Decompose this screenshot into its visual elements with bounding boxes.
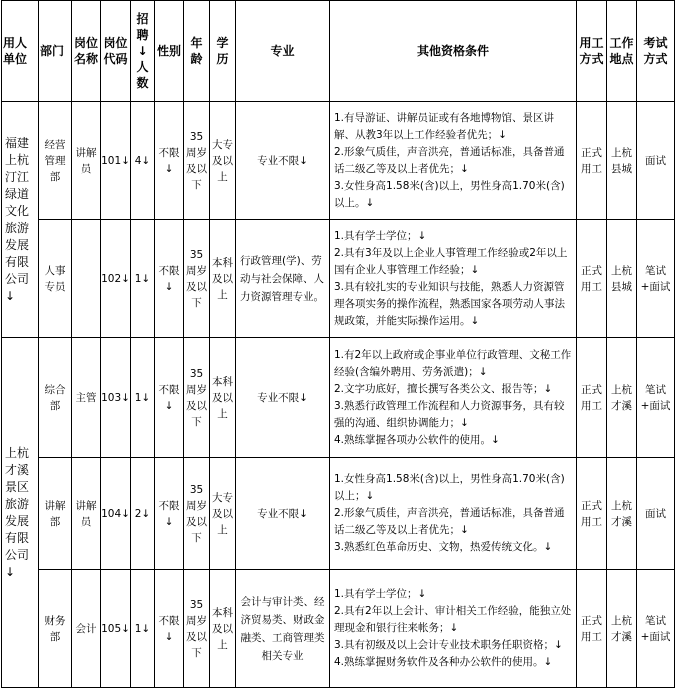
gender-cell: 不限↓	[155, 338, 184, 458]
table-row	[2, 102, 675, 220]
major-cell: 会计与审计类、经济贸易类、财政金融类、工商管理类相关专业	[236, 570, 330, 688]
exam-cell: 笔试+面试	[637, 220, 675, 338]
emp-type-cell: 正式用工	[577, 102, 607, 220]
condition-line: 3.女性身高1.58米(含)以上，男性身高1.70米(含)以上。↓	[334, 179, 565, 209]
pos-name-cell: 会计	[72, 570, 101, 688]
condition-line: 2.形象气质佳，声音洪亮，普通话标准，具备普通话二级乙等及以上者优先；↓	[334, 145, 565, 175]
pos-code-cell: 103↓	[101, 338, 131, 458]
pos-name-cell: 讲解员	[72, 458, 101, 570]
header-other: 其他资格条件	[330, 1, 577, 102]
count-cell: 1↓	[131, 220, 155, 338]
header-emp-type: 用工方式	[577, 1, 607, 102]
table-row	[2, 458, 675, 570]
location-cell: 上杭才溪	[607, 458, 637, 570]
condition-line: 2.形象气质佳，声音洪亮，普通话标准，具备普通话二级乙等及以上者优先；↓	[334, 507, 565, 536]
header-unit: 用人单位	[2, 1, 39, 102]
count-cell: 2↓	[131, 458, 155, 570]
dept-cell: 综合部	[39, 338, 72, 458]
condition-line: 3.熟悉行政管理工作流程和人力资源事务，具有较强的沟通、组织协调能力；↓	[334, 399, 565, 429]
emp-type-cell: 正式用工	[577, 570, 607, 688]
pos-name-cell	[72, 220, 101, 338]
age-cell: 35周岁及以下	[184, 220, 210, 338]
conditions-cell	[330, 570, 577, 688]
age-cell: 35周岁及以下	[184, 338, 210, 458]
pos-code-cell: 101↓	[101, 102, 131, 220]
dept-cell: 经营管理部	[39, 102, 72, 220]
table-row	[2, 570, 675, 688]
gender-cell: 不限↓	[155, 102, 184, 220]
edu-cell: 大专及以上	[210, 458, 236, 570]
unit-cell-2: 上杭才溪景区旅游发展有限公司↓	[2, 338, 39, 688]
exam-cell: 面试	[637, 458, 675, 570]
age-cell: 35周岁及以下	[184, 458, 210, 570]
header-dept: 部门	[39, 1, 72, 102]
age-cell: 35周岁及以下	[184, 102, 210, 220]
pos-code-cell: 105↓	[101, 570, 131, 688]
exam-cell: 面试	[637, 102, 675, 220]
table-row	[2, 220, 675, 338]
header-edu: 学历	[210, 1, 236, 102]
condition-line: 3.具有较扎实的专业知识与技能，熟悉人力资源管理各项实务的操作流程，熟悉国家各项劳动人事法规政策，并能实际操作运用。↓	[334, 280, 565, 327]
condition-line: 4.熟练掌握各项办公软件的使用。↓	[334, 433, 500, 446]
age-cell: 35周岁及以下	[184, 570, 210, 688]
condition-line: 1.有导游证、讲解员证或有各地博物馆、景区讲解、从教3年以上工作经验者优先；↓	[334, 111, 555, 141]
edu-cell: 大专及以上	[210, 102, 236, 220]
conditions-cell	[330, 220, 577, 338]
exam-cell: 笔试+面试	[637, 338, 675, 458]
condition-line: 1.女性身高1.58米(含)以上，男性身高1.70米(含)以上；↓	[334, 473, 565, 502]
dept-cell: 人事专员	[39, 220, 72, 338]
header-pos-code: 岗位代码	[101, 1, 131, 102]
condition-line: 2.具有3年及以上企业人事管理工作经验或2年以上国有企业人事管理工作经验；↓	[334, 246, 568, 276]
condition-line: 3.具有初级及以上会计专业技术职务任职资格；↓	[334, 639, 563, 651]
pos-code-cell: 104↓	[101, 458, 131, 570]
condition-line: 1.具有学士学位；↓	[334, 588, 427, 600]
condition-line: 1.具有学士学位；↓	[334, 229, 427, 242]
pos-code-cell: 102↓	[101, 220, 131, 338]
conditions-cell	[330, 102, 577, 220]
header-count: 招聘↓人数	[131, 1, 155, 102]
condition-line: 3.熟悉红色革命历史、文物，热爱传统文化。↓	[334, 541, 553, 553]
header-row	[2, 1, 675, 102]
major-cell: 专业不限↓	[236, 102, 330, 220]
location-cell: 上杭才溪	[607, 338, 637, 458]
recruitment-table	[1, 0, 675, 688]
gender-cell: 不限↓	[155, 458, 184, 570]
gender-cell: 不限↓	[155, 570, 184, 688]
table-row	[2, 338, 675, 458]
header-exam: 考试方式	[637, 1, 675, 102]
condition-line: 1.有2年以上政府或企事业单位行政管理、文秘工作经验(含编外聘用、劳务派遣)；↓	[334, 348, 572, 378]
header-gender: 性别	[155, 1, 184, 102]
pos-name-cell: 讲解员	[72, 102, 101, 220]
count-cell: 1↓	[131, 338, 155, 458]
major-cell: 专业不限↓	[236, 338, 330, 458]
gender-cell: 不限↓	[155, 220, 184, 338]
dept-cell: 财务部	[39, 570, 72, 688]
header-pos-name: 岗位名称	[72, 1, 101, 102]
header-major: 专业	[236, 1, 330, 102]
condition-line: 2.文字功底好，擅长撰写各类公文、报告等；↓	[334, 382, 553, 395]
major-cell: 专业不限↓	[236, 458, 330, 570]
exam-cell: 笔试+面试	[637, 570, 675, 688]
emp-type-cell: 正式用工	[577, 338, 607, 458]
edu-cell: 本科及以上	[210, 570, 236, 688]
dept-cell: 讲解部	[39, 458, 72, 570]
edu-cell: 本科及以上	[210, 220, 236, 338]
condition-line: 2.具有2年以上会计、审计相关工作经验，能独立处理现金和银行往来帐务；↓	[334, 605, 572, 634]
location-cell: 上杭县城	[607, 102, 637, 220]
pos-name-cell: 主管	[72, 338, 101, 458]
location-cell: 上杭才溪	[607, 570, 637, 688]
count-cell: 1↓	[131, 570, 155, 688]
count-cell: 4↓	[131, 102, 155, 220]
emp-type-cell: 正式用工	[577, 220, 607, 338]
header-age: 年龄	[184, 1, 210, 102]
unit-cell-1: 福建上杭汀江绿道文化旅游发展有限公司↓	[2, 102, 39, 338]
edu-cell: 本科及以上	[210, 338, 236, 458]
condition-line: 4.熟练掌握财务软件及各种办公软件的使用。↓	[334, 656, 553, 668]
emp-type-cell: 正式用工	[577, 458, 607, 570]
header-location: 工作地点	[607, 1, 637, 102]
conditions-cell	[330, 338, 577, 458]
location-cell: 上杭县城	[607, 220, 637, 338]
conditions-cell	[330, 458, 577, 570]
major-cell: 行政管理(学)、劳动与社会保障、人力资源管理专业。	[236, 220, 330, 338]
